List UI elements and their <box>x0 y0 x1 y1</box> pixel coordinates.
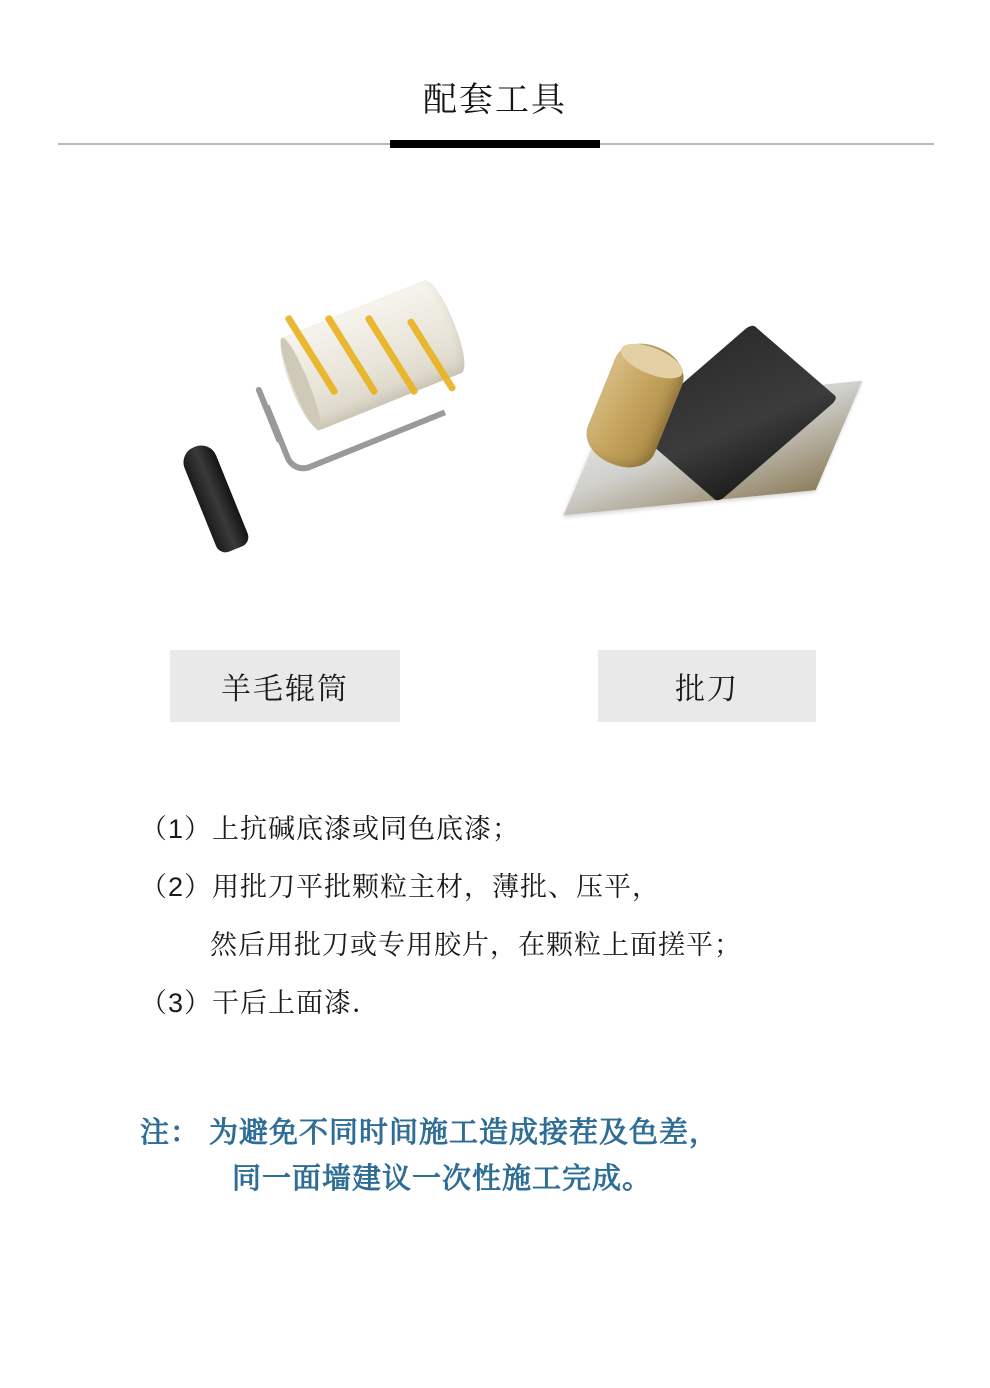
tool-caption-roller: 羊毛辊筒 <box>170 650 400 722</box>
note-line-1: 注： 为避免不同时间施工造成接茬及色差， <box>140 1117 720 1149</box>
tool-caption-knife: 批刀 <box>598 650 816 722</box>
step-item-2-continued: 然后用批刀或专用胶片，在颗粒上面搓平； <box>210 930 742 960</box>
putty-knife-icon <box>575 335 865 550</box>
step-item-3: （3）干后上面漆． <box>140 988 381 1018</box>
page-header <box>0 0 990 160</box>
steps-list <box>140 800 900 1032</box>
roller-handle <box>179 441 252 556</box>
page-title: 配套工具 <box>423 81 567 119</box>
note-line-2: 同一面墙建议一次性施工完成。 <box>232 1163 653 1195</box>
note-block <box>140 1110 920 1202</box>
step-item-2: （2）用批刀平批颗粒主材，薄批、压平， <box>140 872 661 902</box>
header-divider-thick <box>390 140 600 148</box>
step-item-1: （1）上抗碱底漆或同色底漆； <box>140 814 521 844</box>
tool-caption-row <box>0 650 990 726</box>
paint-roller-icon <box>180 265 500 565</box>
tool-image-row <box>0 240 990 580</box>
